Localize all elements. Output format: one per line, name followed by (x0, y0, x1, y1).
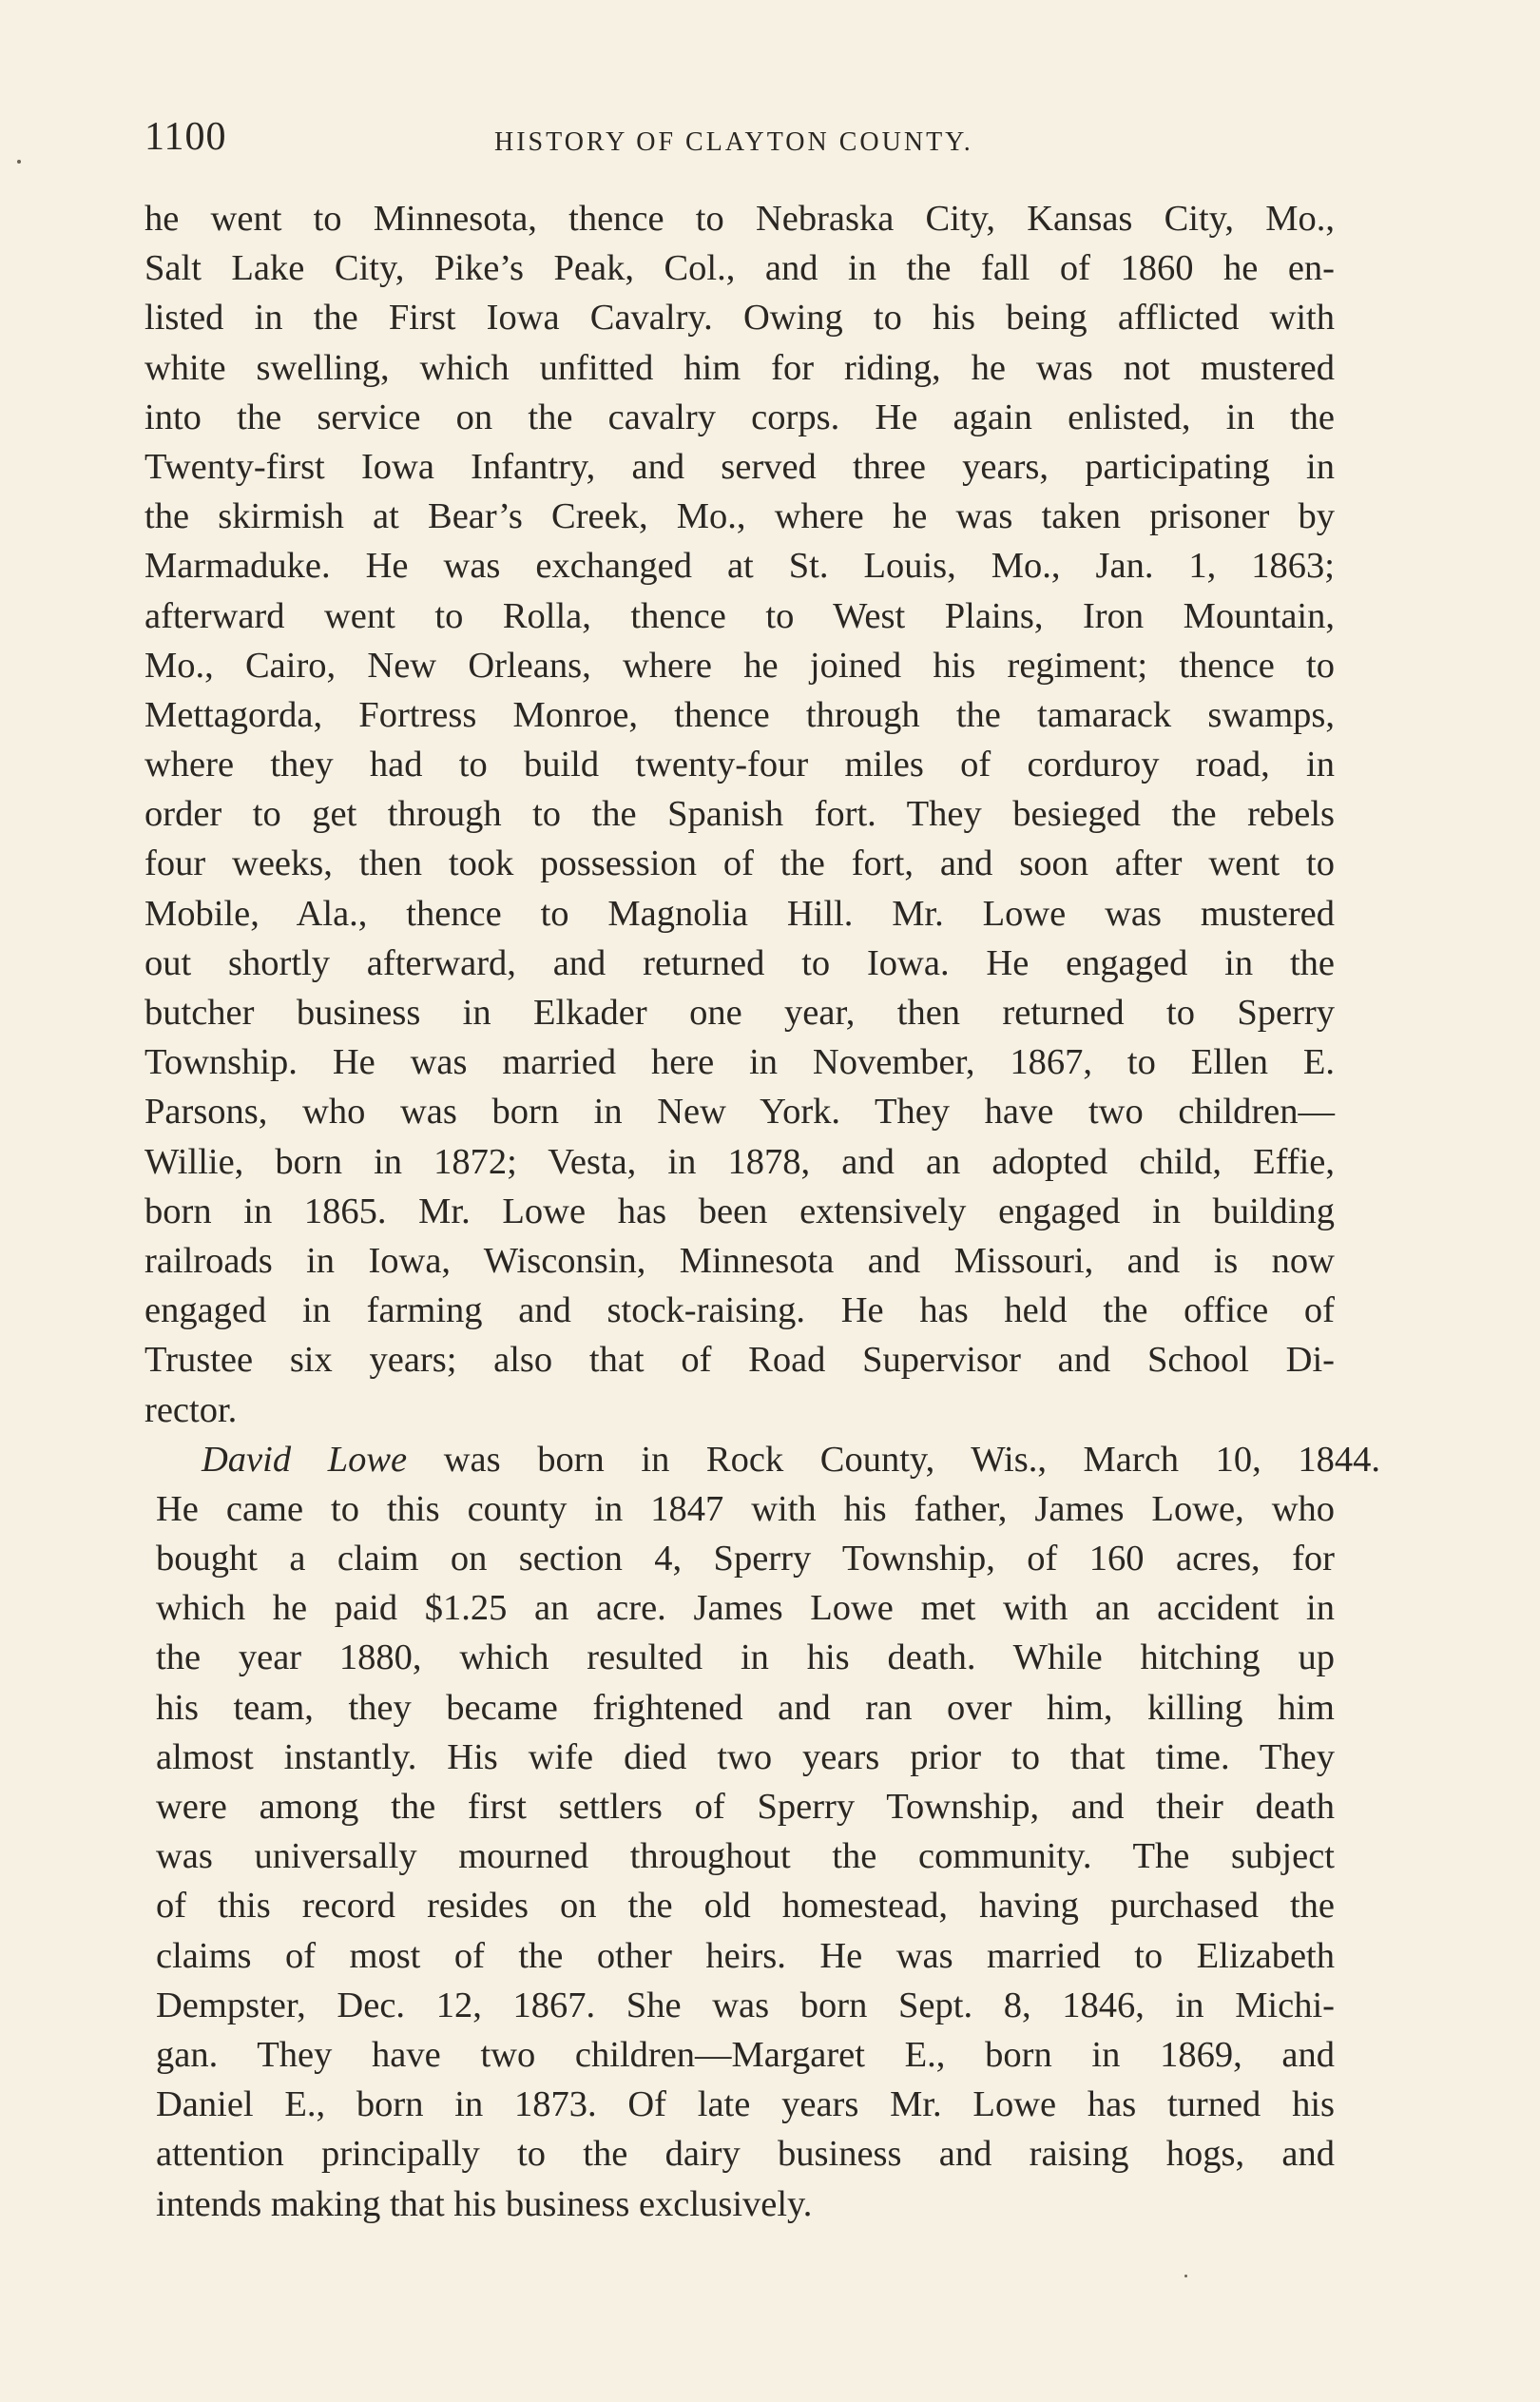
text-line: railroads in Iowa, Wisconsin, Minnesota and Missouri, and is now (144, 1240, 1335, 1281)
text-line: he went to Minnesota, thence to Nebraska City, Kansas City, Mo., (144, 199, 1335, 239)
text-line: was universally mourned throughout the community. The subject (156, 1836, 1335, 1877)
text-line: listed in the First Iowa Cavalry. Owing to his being afflicted with (144, 298, 1335, 339)
text-line: butcher business in Elkader one year, then returned to Sperry (144, 993, 1335, 1033)
text-line: Dempster, Dec. 12, 1867. She was born Sept. 8, 1846, in Michi- (156, 1985, 1335, 2025)
text-line: Mo., Cairo, New Orleans, where he joined his regiment; thence to (144, 645, 1335, 686)
text-line: almost instantly. His wife died two years prior to that time. They (156, 1736, 1335, 1777)
paper-speck (17, 160, 21, 164)
text-line: Parsons, who was born in New York. They have two children— (144, 1092, 1335, 1133)
paragraph-lowe-continued (144, 194, 1335, 1435)
text-line: Salt Lake City, Pike’s Peak, Col., and in the fall of 1860 he en- (144, 248, 1335, 289)
text-line: Marmaduke. He was exchanged at St. Louis, Mo., Jan. 1, 1863; (144, 546, 1335, 587)
text-line: Daniel E., born in 1873. Of late years Mr. Lowe has turned his (156, 2084, 1335, 2125)
text-line: attention principally to the dairy business and raising hogs, and (156, 2134, 1335, 2175)
text-line: where they had to build twenty-four miles of corduroy road, in (144, 745, 1335, 785)
paper-speck (1184, 2275, 1187, 2277)
page-number: 1100 (144, 115, 227, 159)
text-line: He came to this county in 1847 with his father, James Lowe, who (156, 1488, 1335, 1529)
text-line: Twenty-first Iowa Infantry, and served three years, participating in (144, 446, 1335, 487)
text-line: the year 1880, which resulted in his death. While hitching up (156, 1637, 1335, 1678)
text-line: Township. He was married here in November, 1867, to Ellen E. (144, 1042, 1335, 1083)
text-line: which he paid $1.25 an acre. James Lowe met with an accident in (156, 1588, 1335, 1629)
text-line: out shortly afterward, and returned to Iowa. He engaged in the (144, 942, 1335, 983)
text-line: Willie, born in 1872; Vesta, in 1878, and an adopted child, Effie, (144, 1141, 1335, 1182)
text-line: born in 1865. Mr. Lowe has been extensively engaged in building (144, 1191, 1335, 1231)
text-line: Mettagorda, Fortress Monroe, thence through the tamarack swamps, (144, 694, 1335, 735)
text-line: gan. They have two children—Margaret E., born in 1869, and (156, 2034, 1335, 2075)
text-line: bought a claim on section 4, Sperry Township, of 160 acres, for (156, 1539, 1335, 1579)
biography-subject-name: David Lowe (202, 1439, 408, 1480)
text-line: Trustee six years; also that of Road Supervisor and School Di- (144, 1340, 1335, 1381)
text-line: four weeks, then took possession of the fort, and soon after went to (144, 843, 1335, 884)
text-run: was born in Rock County, Wis., March 10, 1844. (407, 1439, 1380, 1480)
text-line: were among the first settlers of Sperry Township, and their death (156, 1787, 1335, 1827)
text-line: rector. (144, 1389, 238, 1430)
text-line: white swelling, which unfitted him for riding, he was not mustered (144, 347, 1335, 388)
text-line: engaged in farming and stock-raising. He has held the office of (144, 1290, 1335, 1331)
text-line: his team, they became frightened and ran over him, killing him (156, 1687, 1335, 1728)
text-line: afterward went to Rolla, thence to West Plains, Iron Mountain, (144, 595, 1335, 636)
text-line: into the service on the cavalry corps. He again enlisted, in the (144, 397, 1335, 437)
paragraph-david-lowe (144, 1435, 1380, 2229)
body-text (144, 194, 1380, 2229)
text-line: Mobile, Ala., thence to Magnolia Hill. Mr. Lowe was mustered (144, 893, 1335, 934)
text-line: the skirmish at Bear’s Creek, Mo., where he was taken prisoner by (144, 496, 1335, 537)
text-line: claims of most of the other heirs. He was married to Elizabeth (156, 1935, 1335, 1976)
text-line: intends making that his business exclusively. (156, 2183, 813, 2224)
text-line: of this record resides on the old homestead, having purchased the (156, 1886, 1335, 1927)
text-line: order to get through to the Spanish fort. They besieged the rebels (144, 794, 1335, 835)
running-head: HISTORY OF CLAYTON COUNTY. (494, 127, 973, 157)
text-line (156, 1435, 1380, 1484)
